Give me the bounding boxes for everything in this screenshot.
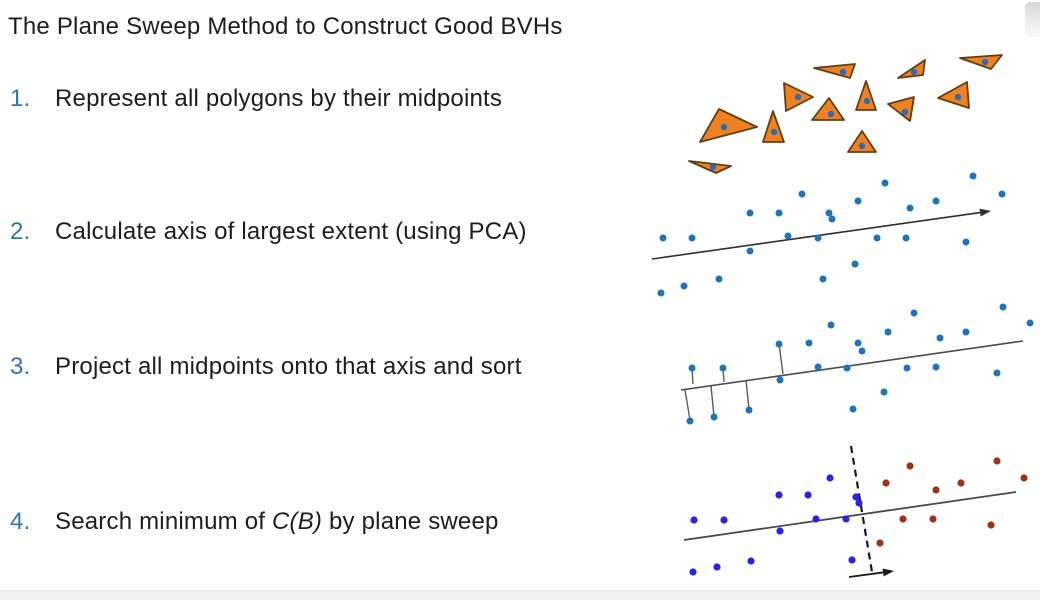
midpoint-dot [933,198,940,205]
midpoint-dot [882,180,889,187]
cursor-artifact [1025,2,1040,37]
step-1-text: Represent all polygons by their midpoints [55,85,503,112]
left-partition-dot [855,499,862,506]
midpoint-dot [903,235,910,242]
midpoint-dot [711,414,718,421]
midpoint-dot [1027,320,1034,327]
sweep-direction-arrow-head [883,568,894,576]
midpoint-dot [970,173,977,180]
step-3 [10,352,522,382]
projection-segment [746,380,749,409]
midpoint-dot [840,69,846,75]
midpoint-dot [785,233,792,240]
midpoint-dot [874,235,881,242]
triangle-polygon [938,82,969,108]
sort-axis-line [681,341,1023,390]
right-partition-dot [929,515,936,522]
midpoint-dot [799,191,806,198]
projection-segment [779,344,783,374]
midpoint-dot [902,109,908,115]
step-1-number: 1. [10,85,31,112]
right-partition-dot [1020,474,1027,481]
midpoint-dot [937,335,944,342]
midpoint-dot [859,348,866,355]
left-partition-dot [690,516,697,523]
midpoint-dot [746,407,753,414]
right-partition-dot [906,462,913,469]
triangle-polygon [763,111,784,142]
midpoint-dot [844,365,851,372]
left-partition-dot [842,515,849,522]
step-2 [10,217,527,247]
right-partition-dot [932,486,939,493]
midpoint-dot [828,111,834,117]
midpoint-dot [806,340,813,347]
left-partition-dot [848,556,855,563]
projection-segment [711,386,714,416]
left-partition-dot [812,515,819,522]
left-partition-dot [747,557,754,564]
midpoint-dot [777,377,784,384]
sweep-plane-dashed-line [851,446,872,572]
midpoint-dot [820,276,827,283]
midpoint-dot [859,143,865,149]
midpoint-dot [994,370,1001,377]
triangle-polygon [814,64,855,78]
midpoint-dot [1000,304,1007,311]
right-partition-dot [876,539,883,546]
figure-pca-axis [648,170,1014,310]
midpoint-dot [850,406,857,413]
midpoint-dot [933,364,940,371]
midpoint-dot [716,276,723,283]
sweep-direction-arrow-shaft [849,572,883,577]
slide-title: The Plane Sweep Method to Construct Good BVHs [8,13,563,40]
midpoint-dot [681,283,688,290]
step-3-text: Project all midpoints onto that axis and sort [55,353,522,380]
right-partition-dot [882,479,889,486]
midpoint-dot [658,290,665,297]
left-partition-dot [826,474,833,481]
midpoint-dot [855,340,862,347]
midpoint-dot [776,341,783,348]
left-partition-dot [689,568,696,575]
midpoint-dot [687,418,694,425]
triangle-polygon [700,109,757,142]
step-2-text: Calculate axis of largest extent (using PCA) [55,218,527,245]
triangle-polygon [960,55,1002,69]
step-2-number: 2. [10,218,31,245]
midpoint-dot [815,235,822,242]
right-partition-dot [993,457,1000,464]
step-4-number: 4. [10,508,31,535]
left-partition-dot [720,516,727,523]
midpoint-dot [689,235,696,242]
figure-plane-sweep [645,440,1040,590]
midpoint-dot [852,261,859,268]
midpoint-dot [660,235,667,242]
midpoint-dot [881,389,888,396]
step-4-text-pre: Search minimum of [55,508,272,535]
midpoint-dot [747,210,754,217]
midpoint-dot [911,310,918,317]
step-4-text-post: by plane sweep [322,508,499,535]
midpoint-dot [747,248,754,255]
step-4 [10,507,499,537]
right-partition-dot [957,479,964,486]
triangle-polygon [856,81,876,110]
triangle-polygon [888,97,914,121]
midpoint-dot [999,191,1006,198]
midpoint-dot [829,216,836,223]
midpoint-dot [982,59,988,65]
midpoint-dot [815,364,822,371]
midpoint-dot [963,239,970,246]
midpoint-dot [795,94,801,100]
left-partition-dot [804,491,811,498]
sweep-axis-line [684,492,1016,540]
midpoint-dot [911,69,917,75]
midpoint-dot [720,365,727,372]
midpoint-dot [855,198,862,205]
step-1 [10,84,502,114]
cost-function-math: C(B) [272,508,323,535]
projection-segment [685,390,690,420]
right-partition-dot [987,521,994,528]
pca-axis-arrow-head [980,209,991,217]
left-partition-dot [776,527,783,534]
midpoint-dot [885,329,892,336]
left-partition-dot [713,563,720,570]
midpoint-dot [904,365,911,372]
left-partition-dot [775,491,782,498]
right-partition-dot [899,515,906,522]
midpoint-dot [689,365,696,372]
triangle-polygon [812,98,844,120]
midpoint-dot [955,94,961,100]
midpoint-dot [826,210,833,217]
midpoint-dot [963,329,970,336]
midpoint-dot [907,205,914,212]
midpoint-dot [771,129,777,135]
midpoint-dot [776,210,783,217]
figure-projection-sort [645,300,1040,428]
step-4-text [55,508,499,535]
midpoint-dot [828,322,835,329]
triangle-polygon [898,60,925,78]
figure-polygon-midpoints [678,46,1014,182]
step-3-number: 3. [10,353,31,380]
footer-strip [0,590,1040,600]
midpoint-dot [864,98,870,104]
midpoint-dot [721,124,727,130]
